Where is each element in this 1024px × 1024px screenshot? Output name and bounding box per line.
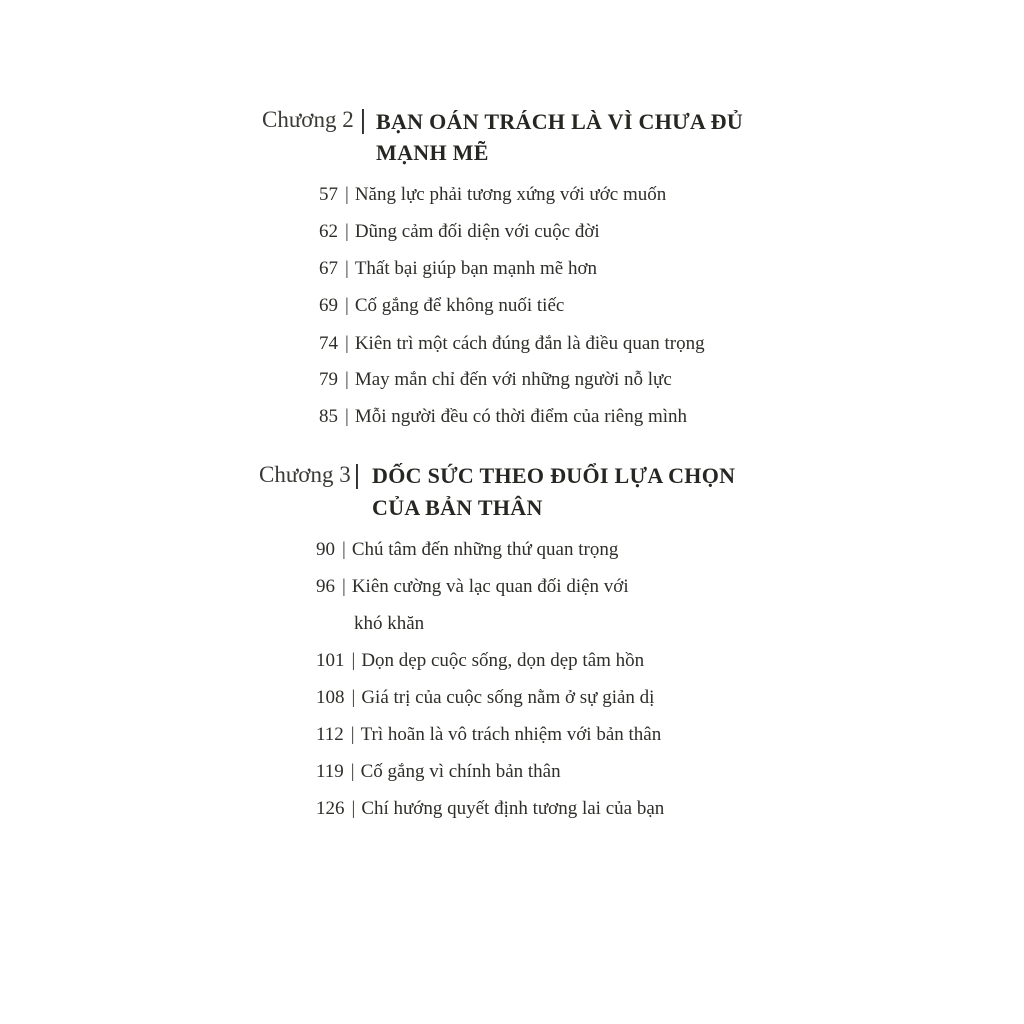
toc-entry-title: Kiên trì một cách đúng đắn là điều quan trọng (354, 333, 705, 354)
toc-entry[interactable] (316, 650, 644, 672)
chapter-2-title-line-2: MẠNH MẼ (376, 140, 489, 165)
toc-entry-title: Mỗi người đều có thời điểm của riêng mình (354, 406, 688, 427)
chapter-3-title-line-2: CỦA BẢN THÂN (372, 495, 543, 520)
toc-separator: | (351, 650, 356, 671)
chapter-2-separator: | (360, 104, 366, 134)
toc-separator: | (351, 798, 356, 819)
toc-entry-title: Chí hướng quyết định tương lai của bạn (361, 798, 665, 819)
toc-entry-title: Trì hoãn là vô trách nhiệm với bản thân (360, 724, 662, 745)
toc-entry[interactable] (316, 576, 629, 598)
toc-entry-title: Kiên cường và lạc quan đối diện với (351, 576, 629, 597)
toc-entry-title: Giá trị của cuộc sống nằm ở sự giản dị (361, 687, 655, 708)
toc-entry-title: May mắn chỉ đến với những người nỗ lực (354, 369, 672, 390)
toc-entry[interactable] (319, 221, 600, 243)
chapter-3-label: Chương 3 (259, 462, 351, 487)
toc-entry-title: Cố gắng vì chính bản thân (360, 761, 561, 782)
toc-separator: | (345, 333, 349, 354)
toc-page-number: 69 (319, 295, 338, 316)
toc-entry-title: Dũng cảm đối diện với cuộc đời (354, 221, 600, 242)
toc-separator: | (345, 369, 349, 390)
toc-entry[interactable] (319, 184, 666, 206)
toc-entry[interactable] (319, 406, 687, 428)
chapter-3-title-line-1: DỐC SỨC THEO ĐUỔI LỰA CHỌN (372, 463, 736, 488)
toc-page-number: 90 (316, 539, 335, 560)
toc-separator: | (342, 576, 346, 597)
toc-page-number: 79 (319, 369, 338, 390)
toc-page-number: 119 (316, 761, 344, 782)
toc-page-number: 96 (316, 576, 335, 597)
toc-page-number: 67 (319, 258, 338, 279)
toc-separator: | (351, 687, 356, 708)
toc-separator: | (350, 761, 355, 782)
toc-entry[interactable] (319, 369, 672, 391)
toc-entry-title: Năng lực phải tương xứng với ước muốn (354, 184, 667, 205)
toc-page-number: 57 (319, 184, 338, 205)
toc-separator: | (342, 539, 346, 560)
toc-entry-title: Thất bại giúp bạn mạnh mẽ hơn (354, 258, 598, 279)
toc-entry[interactable] (319, 258, 597, 280)
toc-entry-title: Cố gắng để không nuối tiếc (354, 295, 565, 316)
toc-entry[interactable] (316, 687, 654, 709)
toc-separator: | (345, 221, 349, 242)
toc-page-number: 108 (316, 687, 345, 708)
toc-separator: | (345, 258, 349, 279)
toc-entry[interactable] (319, 333, 705, 355)
toc-page-number: 62 (319, 221, 338, 242)
toc-entry[interactable] (316, 724, 661, 746)
toc-page-number: 101 (316, 650, 345, 671)
toc-separator: | (350, 724, 355, 745)
toc-entry[interactable] (319, 295, 564, 317)
toc-entry-continuation: khó khăn (354, 613, 425, 634)
toc-page-number: 74 (319, 333, 338, 354)
chapter-2-title-line-1: BẠN OÁN TRÁCH LÀ VÌ CHƯA ĐỦ (376, 109, 744, 134)
chapter-3-separator: | (354, 459, 360, 489)
toc-page-number: 112 (316, 724, 344, 745)
toc-entry-title: Dọn dẹp cuộc sống, dọn dẹp tâm hồn (361, 650, 645, 671)
toc-page-number: 126 (316, 798, 345, 819)
toc-page-number: 85 (319, 406, 338, 427)
toc-separator: | (345, 295, 349, 316)
toc-entry[interactable] (316, 761, 561, 783)
chapter-2-label: Chương 2 (262, 107, 354, 132)
toc-separator: | (345, 184, 349, 205)
toc-separator: | (345, 406, 349, 427)
toc-entry-title: Chú tâm đến những thứ quan trọng (351, 539, 619, 560)
toc-entry[interactable] (316, 798, 664, 820)
toc-entry[interactable] (316, 539, 618, 561)
